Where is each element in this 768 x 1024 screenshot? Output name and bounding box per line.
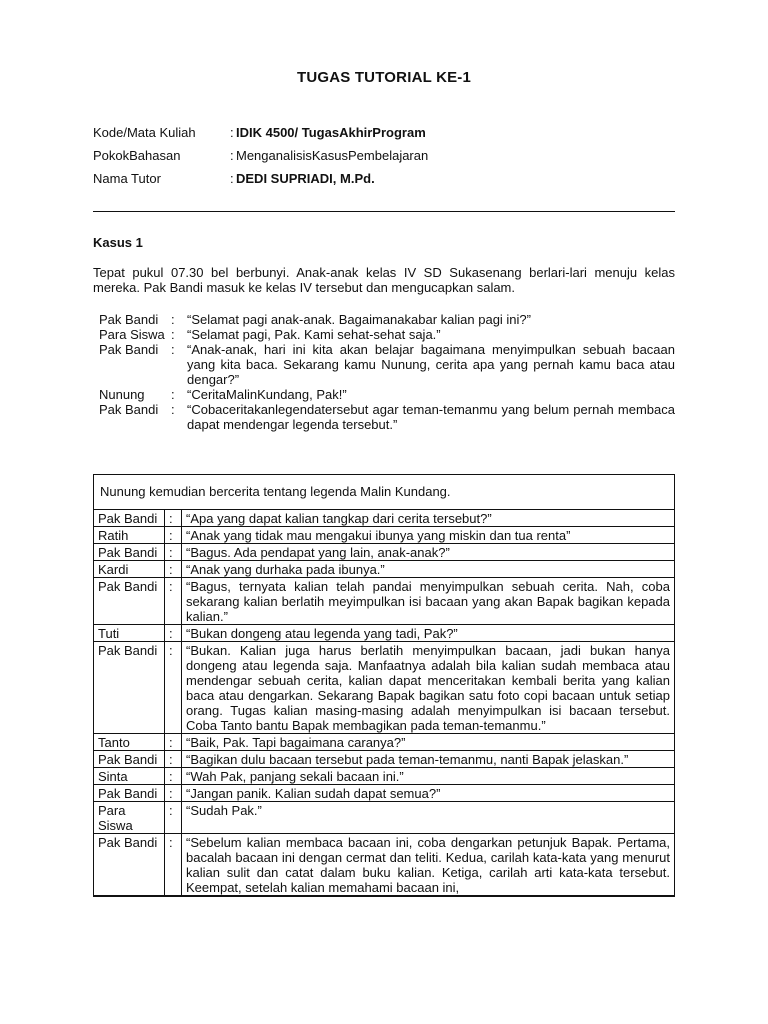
speaker-name: Pak Bandi xyxy=(94,642,165,734)
dialogue-text: “Sudah Pak.” xyxy=(182,802,675,834)
speaker-colon: : xyxy=(165,834,182,896)
speaker-name: Pak Bandi xyxy=(94,544,165,561)
dialogue-text: “Sebelum kalian membaca bacaan ini, coba dengarkan petunjuk Bapak. Pertama, bacalah bacaan ini dengan cermat dan teliti. Kedua, carilah kata-kata yang menurut kalian sulit dan catat dalam buku kalian. Ketiga, carilah arti kata-kata tersebut. Keempat, setelah kalian memahami bacaan ini, xyxy=(182,834,675,896)
speaker-colon: : xyxy=(171,402,175,417)
dialogue-list xyxy=(93,312,675,432)
table-row xyxy=(94,578,674,625)
speaker-colon: : xyxy=(171,387,175,402)
speaker-name: Pak Bandi xyxy=(99,342,159,357)
dialogue-text: “Cobaceritakanlegendatersebut agar teman-temanmu yang belum pernah membaca dapat mendengar legenda tersebut.” xyxy=(187,402,675,432)
table-row xyxy=(94,544,674,561)
dialogue-text: “Baik, Pak. Tapi bagaimana caranya?” xyxy=(182,734,675,751)
table-row xyxy=(94,734,674,751)
table-row xyxy=(94,768,674,785)
document-title: TUGAS TUTORIAL KE-1 xyxy=(296,69,472,86)
speaker-name: Pak Bandi xyxy=(99,402,159,417)
speaker-name: Kardi xyxy=(94,561,165,578)
dialogue-text: “Jangan panik. Kalian sudah dapat semua?” xyxy=(182,785,675,802)
meta-colon: : xyxy=(230,148,234,163)
meta-block xyxy=(93,125,675,194)
table-row xyxy=(94,834,674,896)
dialogue-text: “Bagus, ternyata kalian telah pandai menyimpulkan sebuah cerita. Nah, coba sekarang kalian berlatih meyimpulkan isi bacaan yang akan Bapak bagikan kepada kalian.” xyxy=(182,578,675,625)
dialogue-line xyxy=(93,342,675,387)
speaker-name: Nunung xyxy=(99,387,145,402)
speaker-colon: : xyxy=(171,342,175,357)
speaker-name: Pak Bandi xyxy=(94,578,165,625)
dialogue-text: “Bukan dongeng atau legenda yang tadi, Pak?” xyxy=(182,625,675,642)
speaker-colon: : xyxy=(165,785,182,802)
speaker-colon: : xyxy=(165,734,182,751)
meta-label: Kode/Mata Kuliah xyxy=(93,125,196,140)
table-row xyxy=(94,510,674,527)
dialogue-text: “Apa yang dapat kalian tangkap dari cerita tersebut?” xyxy=(182,510,675,527)
dialogue-text: “Bagus. Ada pendapat yang lain, anak-anak?” xyxy=(182,544,675,561)
table-row xyxy=(94,625,674,642)
dialogue-line xyxy=(93,312,675,327)
speaker-name: Pak Bandi xyxy=(94,751,165,768)
dialogue-table xyxy=(94,510,674,896)
dialogue-text: “Anak-anak, hari ini kita akan belajar bagaimana menyimpulkan sebuah bacaan yang kita baca. Sekarang kamu Nunung, cerita apa yang pernah kamu baca atau dengar?” xyxy=(187,342,675,387)
table-row xyxy=(94,802,674,834)
speaker-colon: : xyxy=(165,751,182,768)
meta-value: DEDI SUPRIADI, M.Pd. xyxy=(236,171,375,186)
case-heading: Kasus 1 xyxy=(93,235,143,250)
meta-label: PokokBahasan xyxy=(93,148,181,163)
speaker-colon: : xyxy=(165,544,182,561)
speaker-colon: : xyxy=(165,802,182,834)
table-row xyxy=(94,561,674,578)
speaker-colon: : xyxy=(165,578,182,625)
speaker-name: Tanto xyxy=(94,734,165,751)
speaker-colon: : xyxy=(171,327,175,342)
speaker-name: Pak Bandi xyxy=(94,834,165,896)
dialogue-line xyxy=(93,327,675,342)
speaker-colon: : xyxy=(165,625,182,642)
table-row xyxy=(94,527,674,544)
speaker-name: Pak Bandi xyxy=(94,785,165,802)
meta-row xyxy=(93,125,675,148)
speaker-colon: : xyxy=(165,561,182,578)
speaker-name: Tuti xyxy=(94,625,165,642)
meta-row xyxy=(93,148,675,171)
dialogue-text: “Anak yang tidak mau mengakui ibunya yang miskin dan tua renta” xyxy=(182,527,675,544)
meta-row xyxy=(93,171,675,194)
intro-paragraph: Tepat pukul 07.30 bel berbunyi. Anak-anak kelas IV SD Sukasenang berlari-lari menuju kelas mereka. Pak Bandi masuk ke kelas IV tersebut dan mengucapkan salam. xyxy=(93,265,675,295)
speaker-name: Sinta xyxy=(94,768,165,785)
meta-label: Nama Tutor xyxy=(93,171,161,186)
table-row xyxy=(94,751,674,768)
meta-colon: : xyxy=(230,171,234,186)
dialogue-text: “Bukan. Kalian juga harus berlatih menyimpulkan bacaan, jadi bukan hanya dongeng atau legenda saja. Manfaatnya adalah bila kalian sudah membaca atau mendengar sebuah cerita, kalian dapat menceritakan kembali berita yang kalian baca atau dengarkan. Sekarang Bapak bagikan satu foto copi bacaan untuk setiap orang. Tugas kalian masing-masing adalah menyimpulkan isi bacaan tersebut. Coba Tanto bantu Bapak membagikan pada teman-temanmu.” xyxy=(182,642,675,734)
dialogue-text: “Selamat pagi, Pak. Kami sehat-sehat saja.” xyxy=(187,327,441,342)
speaker-colon: : xyxy=(165,768,182,785)
speaker-name: Pak Bandi xyxy=(99,312,159,327)
dialogue-text: “Wah Pak, panjang sekali bacaan ini.” xyxy=(182,768,675,785)
speaker-name: Ratih xyxy=(94,527,165,544)
dialogue-line xyxy=(93,402,675,432)
table-row xyxy=(94,642,674,734)
speaker-colon: : xyxy=(165,510,182,527)
meta-value: MenganalisisKasusPembelajaran xyxy=(236,148,429,163)
speaker-colon: : xyxy=(171,312,175,327)
divider xyxy=(93,211,675,212)
dialogue-line xyxy=(93,387,675,402)
meta-colon: : xyxy=(230,125,234,140)
speaker-name: Pak Bandi xyxy=(94,510,165,527)
dialogue-box xyxy=(93,474,675,897)
table-row xyxy=(94,785,674,802)
speaker-name: Para Siswa xyxy=(94,802,165,834)
narration-note: Nunung kemudian bercerita tentang legenda Malin Kundang. xyxy=(94,475,674,510)
speaker-name: Para Siswa xyxy=(99,327,165,342)
dialogue-text: “Bagikan dulu bacaan tersebut pada teman-temanmu, nanti Bapak jelaskan.” xyxy=(182,751,675,768)
speaker-colon: : xyxy=(165,642,182,734)
dialogue-text: “Selamat pagi anak-anak. Bagaimanakabar kalian pagi ini?” xyxy=(187,312,531,327)
speaker-colon: : xyxy=(165,527,182,544)
dialogue-text: “Anak yang durhaka pada ibunya.” xyxy=(182,561,675,578)
dialogue-text: “CeritaMalinKundang, Pak!” xyxy=(187,387,347,402)
meta-value: IDIK 4500/ TugasAkhirProgram xyxy=(236,125,426,140)
